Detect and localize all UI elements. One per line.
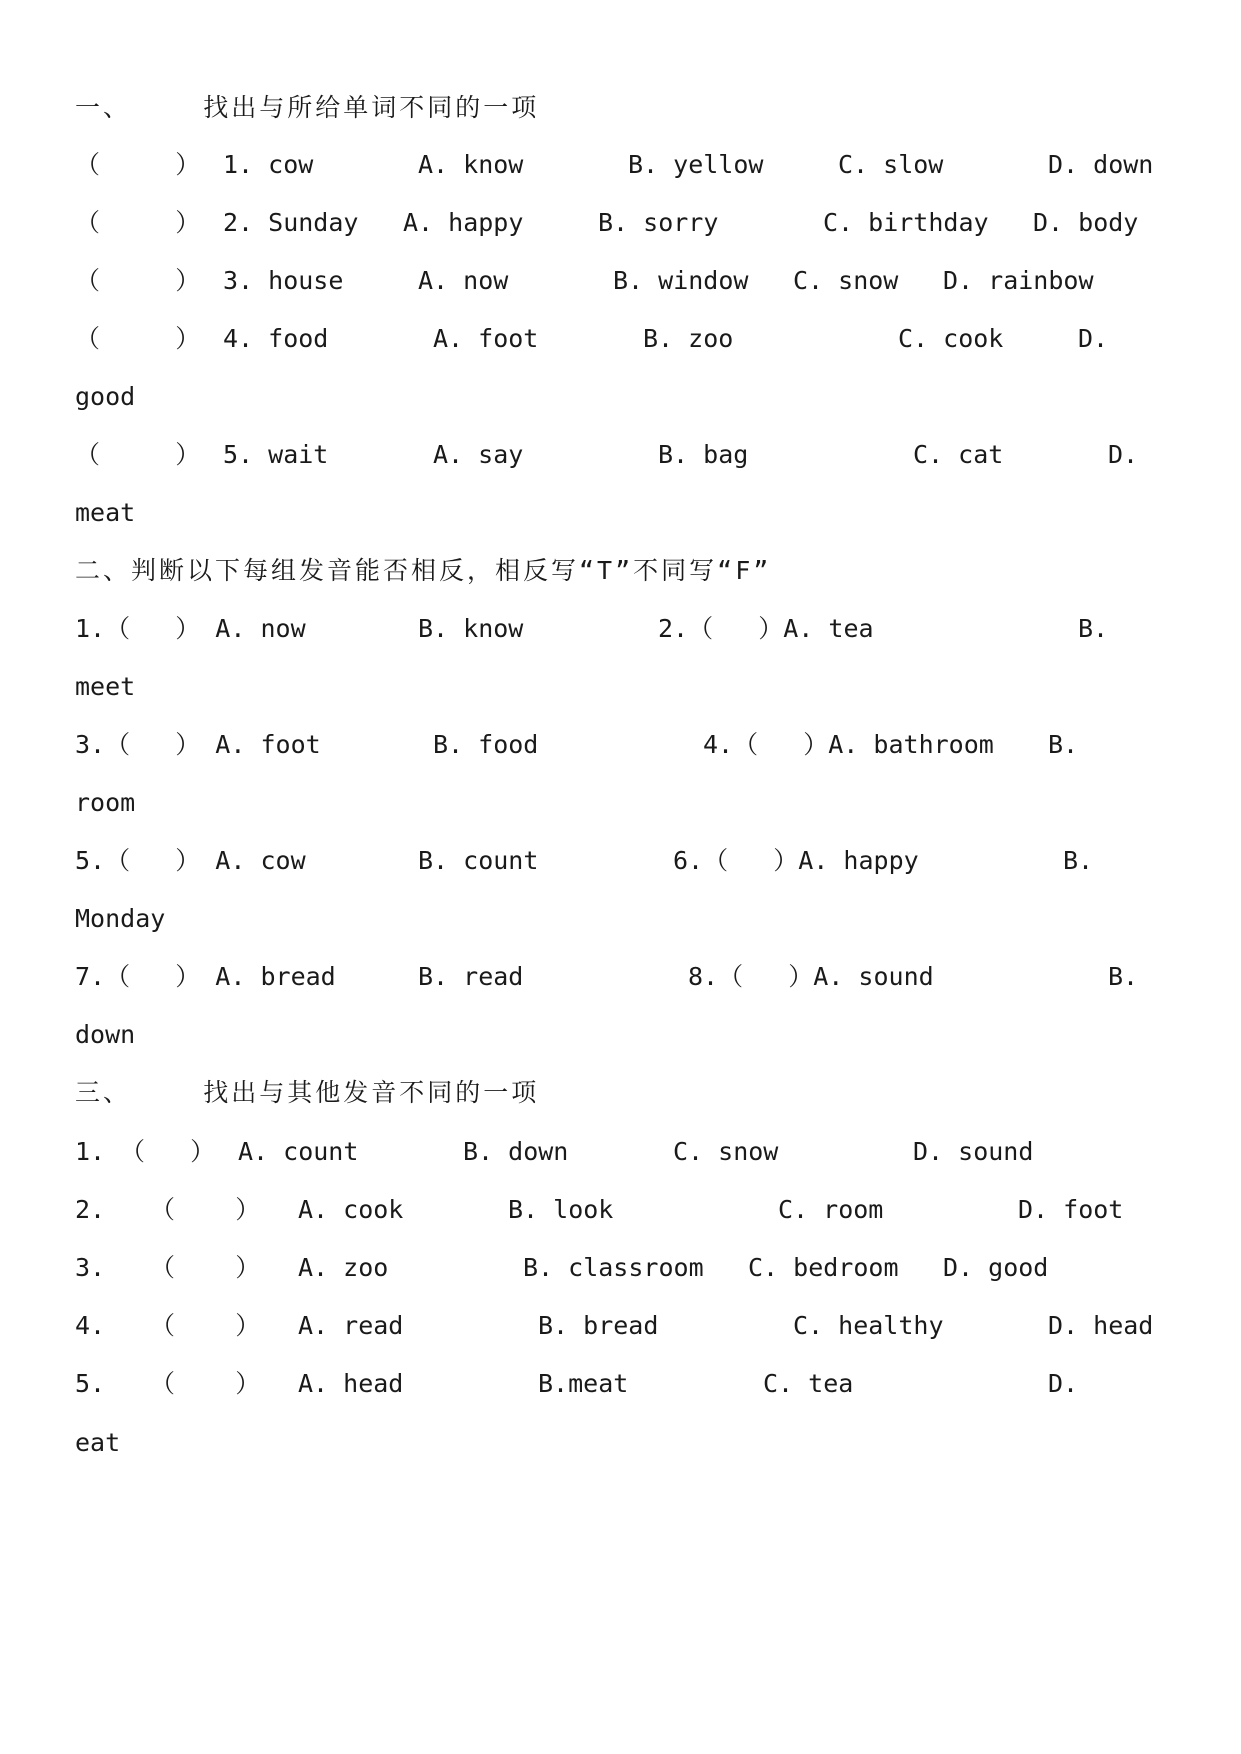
option-a: A. zoo [298, 1253, 389, 1282]
pair-left[interactable]: 1.（ ） A. now [75, 614, 306, 643]
s3-row-1 [75, 1132, 1195, 1172]
question-word: 4. food [223, 324, 329, 353]
answer-paren[interactable]: （ ） [120, 1137, 216, 1166]
option-a: A. know [418, 150, 524, 179]
pair-right-b: B. [1108, 962, 1139, 991]
option-d: D. foot [1018, 1195, 1124, 1224]
pair-left[interactable]: 7.（ ） A. bread [75, 962, 336, 991]
section1-title: 一、 找出与所给单词不同的一项 [75, 93, 540, 122]
s2-row-1-wrap: meet [75, 672, 136, 701]
option-b: B. bag [658, 440, 749, 469]
s3-row-4 [75, 1306, 1195, 1346]
option-d: D. body [1033, 208, 1139, 237]
option-c: C. birthday [823, 208, 989, 237]
option-c: C. cook [898, 324, 1004, 353]
answer-paren[interactable]: （ ） [75, 324, 201, 353]
s2-row-2 [75, 725, 1195, 765]
option-b: B.meat [538, 1369, 629, 1398]
option-c: C. slow [838, 150, 944, 179]
option-c: C. snow [793, 266, 899, 295]
question-word: 5. wait [223, 440, 329, 469]
pair-left[interactable]: 3.（ ） A. foot [75, 730, 321, 759]
option-b: B. sorry [598, 208, 719, 237]
answer-paren[interactable]: （ ） [150, 1369, 261, 1398]
option-d: D. sound [913, 1137, 1034, 1166]
s3-row-3 [75, 1248, 1195, 1288]
option-c: C. bedroom [748, 1253, 899, 1282]
s1-row-3 [75, 261, 1195, 301]
pair-right[interactable]: 4.（ ）A. bathroom [703, 730, 994, 759]
pair-left[interactable]: 5.（ ） A. cow [75, 846, 306, 875]
answer-paren[interactable]: （ ） [150, 1195, 261, 1224]
s2-row-1 [75, 609, 1195, 649]
answer-paren[interactable]: （ ） [150, 1253, 261, 1282]
option-d: D. rainbow [943, 266, 1094, 295]
s3-row-2 [75, 1190, 1195, 1230]
pair-right[interactable]: 6.（ ）A. happy [673, 846, 919, 875]
option-d: D. down [1048, 150, 1154, 179]
s2-row-2-wrap: room [75, 788, 136, 817]
s3-row-5-wrap: eat [75, 1428, 121, 1457]
section2-title: 二、判断以下每组发音能否相反，相反写“T”不同写“F” [75, 556, 772, 585]
pair-right[interactable]: 2.（ ）A. tea [658, 614, 874, 643]
question-number: 4. [75, 1311, 106, 1340]
question-number: 2. [75, 1195, 106, 1224]
question-word: 2. Sunday [223, 208, 359, 237]
s1-row-5-wrap: meat [75, 498, 136, 527]
question-number: 5. [75, 1369, 106, 1398]
option-d: D. [1108, 440, 1139, 469]
option-b: B. look [508, 1195, 614, 1224]
pair-right-b: B. [1078, 614, 1109, 643]
s1-row-1 [75, 145, 1195, 185]
option-a: A. head [298, 1369, 404, 1398]
s2-row-4 [75, 957, 1195, 997]
s1-row-4-wrap: good [75, 382, 136, 411]
s1-row-4 [75, 319, 1195, 359]
s3-row-5 [75, 1364, 1195, 1404]
question-number: 3. [75, 1253, 106, 1282]
option-c: C. cat [913, 440, 1004, 469]
option-d: D. good [943, 1253, 1049, 1282]
option-d: D. [1078, 324, 1109, 353]
pair-left-b: B. know [418, 614, 524, 643]
option-b: B. classroom [523, 1253, 704, 1282]
option-a: A. cook [298, 1195, 404, 1224]
option-d: D. [1048, 1369, 1079, 1398]
option-b: B. zoo [643, 324, 734, 353]
option-b: B. window [613, 266, 749, 295]
option-d: D. head [1048, 1311, 1154, 1340]
option-a: A. foot [433, 324, 539, 353]
answer-paren[interactable]: （ ） [75, 440, 201, 469]
pair-right-b: B. [1063, 846, 1094, 875]
s2-row-3-wrap: Monday [75, 904, 166, 933]
answer-paren[interactable]: （ ） [75, 266, 201, 295]
option-c: C. room [778, 1195, 884, 1224]
pair-right-b: B. [1048, 730, 1079, 759]
question-number: 1. [75, 1137, 106, 1166]
s2-row-4-wrap: down [75, 1020, 136, 1049]
option-a: A. count [238, 1137, 359, 1166]
option-c: C. tea [763, 1369, 854, 1398]
option-a: A. say [433, 440, 524, 469]
option-c: C. snow [673, 1137, 779, 1166]
option-a: A. now [418, 266, 509, 295]
pair-right[interactable]: 8.（ ）A. sound [688, 962, 934, 991]
answer-paren[interactable]: （ ） [150, 1311, 261, 1340]
s1-row-5 [75, 435, 1195, 475]
answer-paren[interactable]: （ ） [75, 208, 201, 237]
section3-title: 三、 找出与其他发音不同的一项 [75, 1078, 540, 1107]
option-a: A. read [298, 1311, 404, 1340]
question-word: 1. cow [223, 150, 314, 179]
option-b: B. yellow [628, 150, 764, 179]
question-word: 3. house [223, 266, 344, 295]
option-b: B. down [463, 1137, 569, 1166]
s2-row-3 [75, 841, 1195, 881]
pair-left-b: B. count [418, 846, 539, 875]
option-a: A. happy [403, 208, 524, 237]
pair-left-b: B. read [418, 962, 524, 991]
s1-row-2 [75, 203, 1195, 243]
option-b: B. bread [538, 1311, 659, 1340]
answer-paren[interactable]: （ ） [75, 150, 201, 179]
pair-left-b: B. food [433, 730, 539, 759]
option-c: C. healthy [793, 1311, 944, 1340]
